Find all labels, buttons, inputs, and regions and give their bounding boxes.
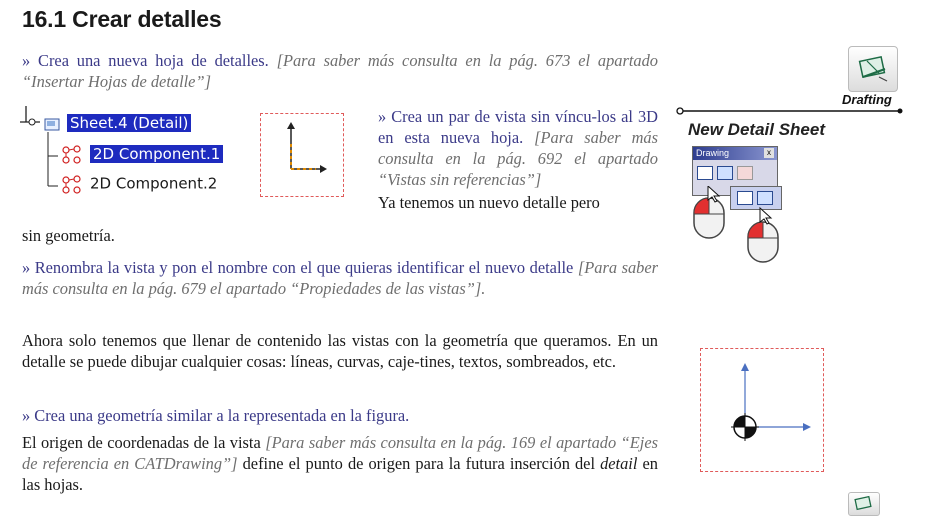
step-text: » Crea una geometría similar a la representada en la figura. (22, 406, 410, 425)
sidebar-rule (676, 106, 904, 116)
body-text-continued: sin geometría. (22, 226, 115, 245)
tree-node-sheet[interactable] (43, 114, 191, 133)
component-icon (60, 144, 86, 166)
reference-note: [Para saber más consulta en la pág. 169 el apartado “Ejes de referencia en CATDrawing”] (22, 433, 658, 473)
view-origin-figure (701, 349, 823, 471)
command-title: New Detail Sheet (688, 120, 825, 139)
body-text: en las hojas. (22, 454, 658, 494)
tree-node-component-2[interactable] (60, 174, 217, 196)
step-create-views (378, 106, 658, 213)
body-paragraph-origin (22, 432, 658, 495)
detail-view-frame (700, 348, 824, 472)
body-paragraph: Ahora solo tenemos que llenar de contenido las vistas con la geometría que queramos. En un detalle se puede dibujar cualquier cosas: líneas, curvas, caje-tines, textos, sombreados, etc. (22, 331, 658, 371)
drafting-icon (849, 493, 879, 515)
tree-node-label: Sheet.4 (Detail) (67, 114, 191, 132)
reference-note: [Para saber más consulta en la pág. 679 el apartado “Propiedades de las vistas”]. (22, 258, 658, 298)
emphasis-text: detail (600, 454, 638, 473)
mouse-icon (694, 198, 724, 238)
empty-view-frame (260, 113, 344, 197)
step-create-geometry (22, 405, 658, 426)
step-text: » Crea una nueva hoja de detalles. (22, 51, 269, 70)
step-rename-view (22, 257, 658, 299)
component-tool-icon[interactable] (737, 166, 753, 180)
mouse-click-icons (692, 186, 788, 266)
workbench-label: Drafting (842, 92, 892, 107)
new-sheet-icon[interactable] (697, 166, 713, 180)
body-text: El origen de coordenadas de la vista (22, 433, 261, 452)
body-text: Ya tenemos un nuevo detalle pero (378, 193, 600, 212)
tree-node-component-1[interactable] (60, 144, 223, 166)
new-detail-icon[interactable] (717, 166, 733, 180)
toolbar-titlebar (693, 147, 777, 160)
step-text: » Crea un par de vista sin víncu-los al 3D en esta nueva hoja. (378, 107, 658, 147)
reference-note: [Para saber más consulta en la pág. 673 el apartado “Insertar Hojas de detalle”] (22, 51, 658, 91)
specification-tree (18, 104, 258, 204)
drafting-workbench-icon (848, 46, 898, 92)
step-text: » Renombra la vista y pon el nombre con el que quieras identificar el nuevo detalle (22, 258, 574, 277)
close-icon[interactable]: x (764, 148, 774, 158)
reference-note: [Para saber más consulta en la pág. 692 el apartado “Vistas sin referencias”] (378, 128, 658, 189)
view-axes (261, 114, 343, 196)
drafting-icon (849, 47, 897, 91)
drafting-icon-partial (848, 492, 880, 516)
toolbar-title: Drawing (696, 148, 730, 158)
tree-node-label: 2D Component.2 (90, 174, 218, 193)
component-icon (60, 174, 86, 196)
mouse-icon (748, 222, 778, 262)
section-heading: 16.1 Crear detalles (22, 6, 222, 32)
sheet-icon (43, 116, 63, 132)
step-new-detail-sheet (22, 50, 658, 92)
tree-node-label: 2D Component.1 (90, 145, 223, 163)
body-text: define el punto de origen para la futura inserción del (242, 454, 595, 473)
